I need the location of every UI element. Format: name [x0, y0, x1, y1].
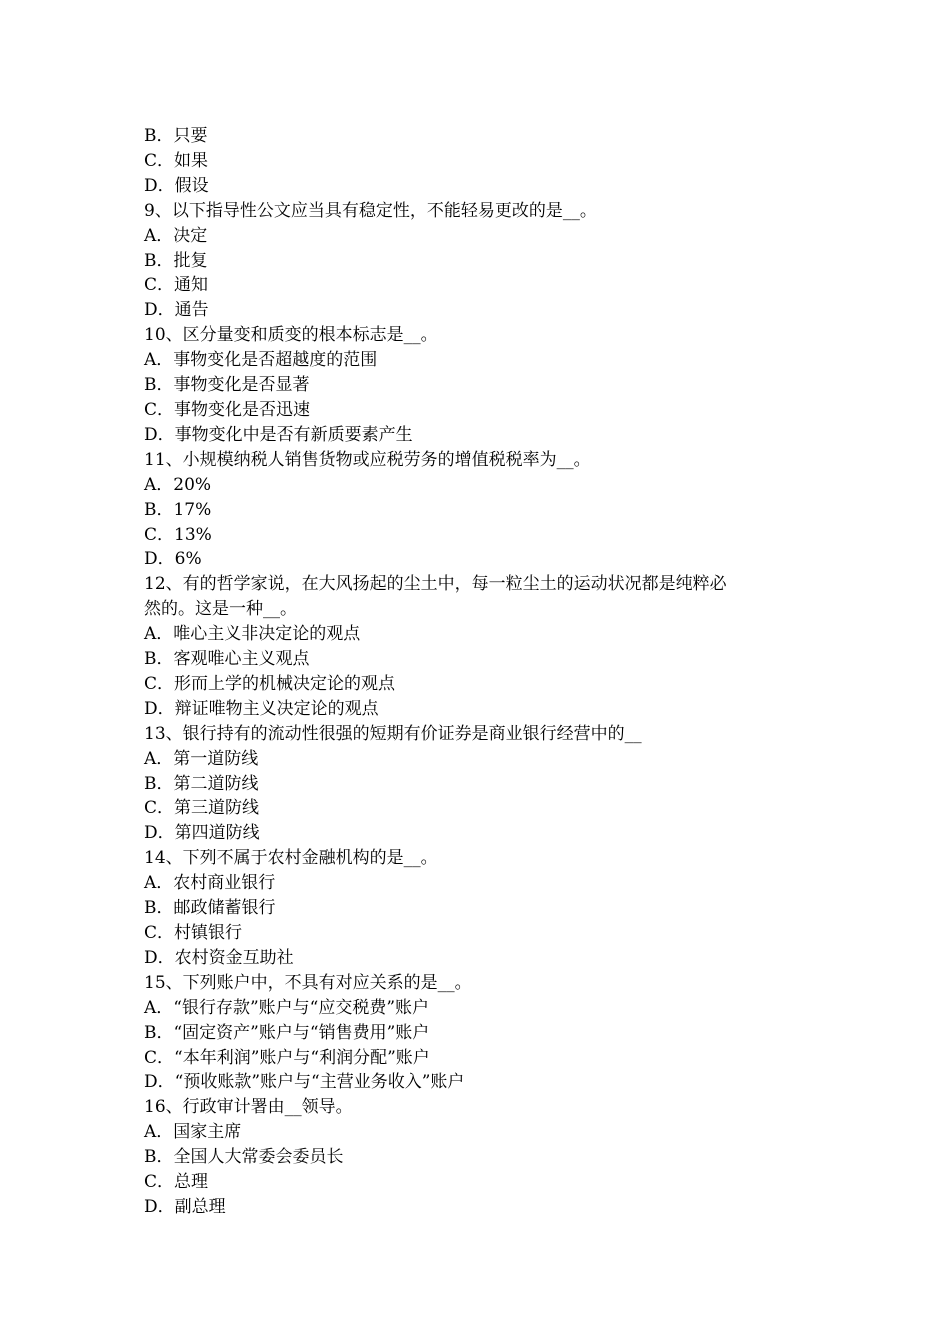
q10-option-a: A．事物变化是否超越度的范围	[144, 350, 378, 371]
q13-option-c: C．第三道防线	[144, 798, 260, 819]
q12-option-a: A．唯心主义非决定论的观点	[144, 624, 361, 645]
q14-option-a: A．农村商业银行	[144, 873, 276, 894]
q13-option-d: D．第四道防线	[144, 823, 260, 844]
question-text-block	[144, 124, 814, 1220]
q10-option-c: C．事物变化是否迅速	[144, 399, 311, 420]
q11-option-c: C．13%	[144, 524, 212, 545]
question-16: 16、行政审计署由__领导。	[144, 1097, 353, 1118]
question-13: 13、银行持有的流动性很强的短期有价证券是商业银行经营中的__	[144, 723, 642, 744]
q11-option-a: A．20%	[144, 474, 212, 495]
q10-option-d: D．事物变化中是否有新质要素产生	[144, 424, 413, 445]
q9-option-b: B．批复	[144, 250, 208, 271]
question-14: 14、下列不属于农村金融机构的是__。	[144, 848, 438, 869]
q9-option-a: A．决定	[144, 225, 208, 246]
q11-option-b: B．17%	[144, 499, 212, 520]
q16-option-c: C．总理	[144, 1172, 209, 1193]
question-9: 9、以下指导性公文应当具有稳定性，不能轻易更改的是__。	[144, 200, 597, 221]
q16-option-d: D．副总理	[144, 1196, 226, 1217]
question-12-line-2: 然的。这是一种__。	[144, 599, 297, 620]
q12-option-c: C．形而上学的机械决定论的观点	[144, 673, 396, 694]
q15-option-a: A．“银行存款”账户与“应交税费”账户	[144, 997, 430, 1018]
q9-option-d: D．通告	[144, 300, 209, 321]
q12-option-b: B．客观唯心主义观点	[144, 649, 310, 670]
q16-option-a: A．国家主席	[144, 1122, 242, 1143]
q14-option-b: B．邮政储蓄银行	[144, 898, 276, 919]
q16-option-b: B．全国人大常委会委员长	[144, 1147, 344, 1168]
question-12-line-1: 12、有的哲学家说，在大风扬起的尘土中，每一粒尘土的运动状况都是纯粹必	[144, 574, 727, 595]
question-10: 10、区分量变和质变的根本标志是__。	[144, 325, 438, 346]
q15-option-d: D．“预收账款”账户与“主营业务收入”账户	[144, 1072, 465, 1093]
q15-option-b: B．“固定资产”账户与“销售费用”账户	[144, 1022, 430, 1043]
q9-option-c: C．通知	[144, 275, 209, 296]
option-b-line: B．只要	[144, 126, 208, 146]
q14-option-c: C．村镇银行	[144, 923, 243, 943]
option-c-line: C．如果	[144, 150, 209, 171]
question-15: 15、下列账户中，不具有对应关系的是__。	[144, 972, 472, 993]
q14-option-d: D．农村资金互助社	[144, 947, 294, 968]
question-11: 11、小规模纳税人销售货物或应税劳务的增值税税率为__。	[144, 449, 591, 470]
q13-option-a: A．第一道防线	[144, 748, 259, 769]
q12-option-d: D．辩证唯物主义决定论的观点	[144, 698, 379, 719]
q10-option-b: B．事物变化是否显著	[144, 375, 310, 396]
q13-option-b: B．第二道防线	[144, 773, 259, 794]
q15-option-c: C．“本年利润”账户与“利润分配”账户	[144, 1047, 430, 1068]
option-d-line: D．假设	[144, 175, 209, 196]
q11-option-d: D．6%	[144, 549, 202, 570]
